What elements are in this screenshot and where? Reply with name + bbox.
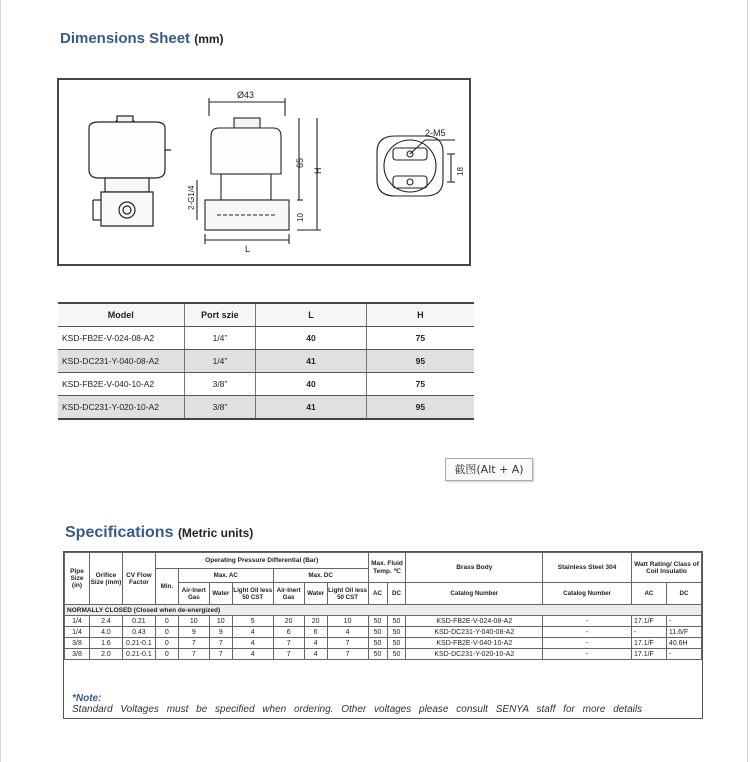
min-cell: 0 [155,627,178,638]
dim-diameter: Ø43 [237,90,255,100]
dim-base-height: 10 [296,213,305,222]
temp-ac-cell: 50 [368,616,387,627]
hdr-watt-ac: AC [631,583,666,605]
h-cell: 75 [366,327,474,350]
specifications-note [72,693,642,715]
hdr-pipe-size: Pipe Size (in) [65,553,90,605]
ss-catalog-cell: - [543,649,632,660]
hdr-dc-air: Air-Inert Gas [273,583,304,605]
hdr-max-dc: Max. DC [273,569,368,583]
left-border [0,0,1,762]
valve-drawing-svg [59,80,469,264]
table-row [65,616,702,627]
specifications-title-text: Specifications [65,524,174,541]
ac-water-cell: 7 [209,649,232,660]
watt-ac-cell: - [631,627,666,638]
model-cell: KSD-DC231-Y-020-10-A2 [58,396,184,420]
watt-dc-cell: 40.6H [666,638,701,649]
table-row [65,627,702,638]
model-cell: KSD-DC231-Y-040-08-A2 [58,350,184,373]
temp-dc-cell: 50 [387,627,406,638]
l-cell: 40 [256,373,366,396]
ac-air-cell: 10 [178,616,209,627]
hdr-orifice: Orifice Size (mm) [89,553,122,605]
l-cell: 41 [256,396,366,420]
brass-catalog-cell: KSD-DC231-Y-040-08-A2 [406,627,543,638]
table-row [58,350,474,373]
watt-dc-cell: - [666,616,701,627]
dc-water-cell: 4 [304,649,327,660]
specifications-unit: (Metric units) [177,526,254,540]
port-cell: 1/4” [184,327,256,350]
col-port: Port szie [184,303,256,327]
hdr-opd: Operating Pressure Differential (Bar) [155,553,368,569]
dc-air-cell: 7 [273,638,304,649]
dim-port: 2-G1/4 [187,185,196,210]
temp-ac-cell: 50 [368,638,387,649]
pipe-cell: 1/4 [65,616,90,627]
dc-oil-cell: 10 [327,616,368,627]
dimension-drawing [57,78,471,266]
watt-dc-cell: 11.6/F [666,627,701,638]
ss-catalog-cell: - [543,627,632,638]
temp-dc-cell: 50 [387,616,406,627]
model-cell: KSD-FB2E-V-040-10-A2 [58,373,184,396]
brass-catalog-cell: KSD-FB2E-V-040-10-A2 [406,638,543,649]
hdr-cv: CV Flow Factor [122,553,155,605]
cv-cell: 0.43 [122,627,155,638]
dimensions-title [60,30,224,47]
dc-oil-cell: 4 [327,627,368,638]
col-h: H [366,303,474,327]
hdr-brass-catalog: Catalog Number [406,583,543,605]
l-cell: 41 [256,350,366,373]
ac-air-cell: 7 [178,638,209,649]
spec-section-row [65,605,702,616]
min-cell: 0 [155,616,178,627]
port-cell: 1/4” [184,350,256,373]
hdr-ss-catalog: Catalog Number [543,583,632,605]
table-row [65,638,702,649]
orifice-cell: 4.0 [89,627,122,638]
dim-mount: 2-M5 [425,128,446,138]
col-l: L [256,303,366,327]
temp-dc-cell: 50 [387,649,406,660]
pipe-cell: 3/8 [65,638,90,649]
hdr-watt-dc: DC [666,583,701,605]
ac-oil-cell: 4 [232,638,273,649]
note-body: Standard Voltages must be specified when ordering. Other voltages please consult SENYA staff for more details [72,704,643,715]
table-row [58,327,474,350]
ac-air-cell: 9 [178,627,209,638]
port-cell: 3/8” [184,396,256,420]
ac-water-cell: 9 [209,627,232,638]
dc-water-cell: 4 [304,638,327,649]
valve-bottom-view [377,136,455,196]
specifications-title [65,524,253,542]
dimensions-header-row [58,303,474,327]
spec-header-row-1 [65,553,702,569]
table-row [58,373,474,396]
dimensions-table [58,302,474,420]
port-cell: 3/8” [184,373,256,396]
dim-length-label: L [245,244,251,254]
dc-air-cell: 20 [273,616,304,627]
brass-catalog-cell: KSD-FB2E-V-024-08-A2 [406,616,543,627]
right-border [747,0,748,762]
min-cell: 0 [155,649,178,660]
hdr-ac-oil: Light Oil less 50 CST [232,583,273,605]
hdr-ss: Stainless Steel 304 [543,553,632,583]
orifice-cell: 1.6 [89,638,122,649]
pipe-cell: 1/4 [65,627,90,638]
specifications-table [64,552,702,660]
brass-catalog-cell: KSD-DC231-Y-020-10-A2 [406,649,543,660]
hdr-brass: Brass Body [406,553,543,583]
orifice-cell: 2.4 [89,616,122,627]
note-title: *Note: [72,693,102,704]
dim-height-label: H [313,167,323,174]
min-cell: 0 [155,638,178,649]
watt-ac-cell: 17.1/F [631,649,666,660]
table-row [58,396,474,420]
h-cell: 95 [366,350,474,373]
hdr-ac-water: Water [209,583,232,605]
dc-oil-cell: 7 [327,638,368,649]
ac-oil-cell: 4 [232,627,273,638]
ss-catalog-cell: - [543,616,632,627]
table-row [65,649,702,660]
hdr-max-ac: Max. AC [178,569,273,583]
watt-ac-cell: 17.1/F [631,616,666,627]
dc-water-cell: 6 [304,627,327,638]
model-cell: KSD-FB2E-V-024-08-A2 [58,327,184,350]
temp-ac-cell: 50 [368,627,387,638]
temp-ac-cell: 50 [368,649,387,660]
dimensions-unit: (mm) [194,32,224,46]
dc-oil-cell: 7 [327,649,368,660]
screenshot-tooltip[interactable]: 截图(Alt + A) [445,458,533,481]
valve-perspective [89,116,171,226]
dim-mount-distance: 18 [456,167,465,176]
ac-water-cell: 7 [209,638,232,649]
ac-oil-cell: 5 [232,616,273,627]
hdr-min: Min. [155,569,178,605]
section-label: NORMALLY CLOSED (Closed when de-energized) [65,605,702,616]
hdr-dc-oil: Light Oil less 50 CST [327,583,368,605]
hdr-watt: Watt Rating/ Class of Coil Insulatio [631,553,701,583]
watt-ac-cell: 17.1/F [631,638,666,649]
hdr-temp-dc: DC [387,583,406,605]
cv-cell: 0.21-0.1 [122,649,155,660]
cv-cell: 0.21-0.1 [122,638,155,649]
ac-oil-cell: 4 [232,649,273,660]
ac-water-cell: 10 [209,616,232,627]
orifice-cell: 2.0 [89,649,122,660]
hdr-ac-air: Air-Inert Gas [178,583,209,605]
dim-height-outer: 65 [295,157,305,168]
watt-dc-cell: - [666,649,701,660]
ss-catalog-cell: - [543,638,632,649]
hdr-temp-ac: AC [368,583,387,605]
ac-air-cell: 7 [178,649,209,660]
col-model: Model [58,303,184,327]
cv-cell: 0.21 [122,616,155,627]
dc-water-cell: 20 [304,616,327,627]
dimensions-title-text: Dimensions Sheet [60,30,191,47]
pipe-cell: 3/8 [65,649,90,660]
h-cell: 95 [366,396,474,420]
hdr-dc-water: Water [304,583,327,605]
temp-dc-cell: 50 [387,638,406,649]
l-cell: 40 [256,327,366,350]
h-cell: 75 [366,373,474,396]
dc-air-cell: 7 [273,649,304,660]
dc-air-cell: 6 [273,627,304,638]
hdr-max-fluid: Max. Fluid Temp. ℃ [368,553,406,583]
